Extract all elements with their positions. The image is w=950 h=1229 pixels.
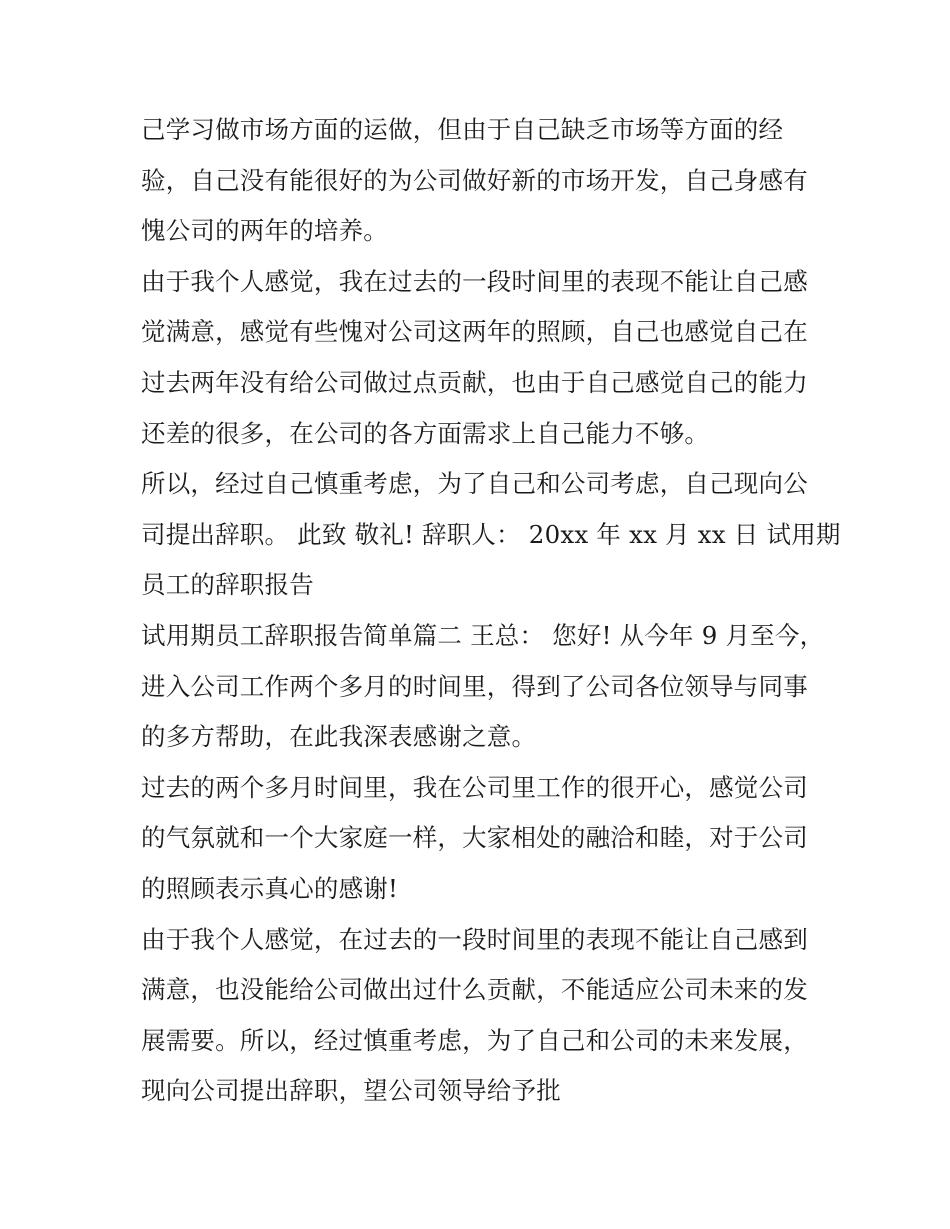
text-line: 的多方帮助，在此我深表感谢之意。 bbox=[141, 722, 537, 752]
text-line: 所以，经过自己慎重考虑，为了自己和公司考虑，自己现向公 bbox=[141, 469, 808, 499]
text-line: 还差的很多，在公司的各方面需求上自己能力不够。 bbox=[141, 418, 710, 448]
text-line: 己学习做市场方面的运做，但由于自己缺乏市场等方面的经 bbox=[141, 115, 784, 144]
text-line: 由于我个人感觉，我在过去的一段时间里的表现不能让自己感 bbox=[141, 266, 808, 296]
text-line: 满意，也没能给公司做出过什么贡献，不能适应公司未来的发 bbox=[141, 975, 808, 1005]
text-line: 员工的辞职报告 bbox=[141, 570, 314, 600]
text-line: 现向公司提出辞职，望公司领导给予批 bbox=[141, 1076, 561, 1106]
text-line: 进入公司工作两个多月的时间里，得到了公司各位领导与同事 bbox=[141, 671, 808, 701]
text-line: 试用期员工辞职报告简单篇二 王总： 您好! 从今年 9 月至今， bbox=[141, 620, 825, 650]
body-text bbox=[141, 105, 841, 1117]
text-line: 司提出辞职。 此致 敬礼! 辞职人： 20xx 年 xx 月 xx 日 试用期 bbox=[141, 519, 841, 549]
text-line: 过去两年没有给公司做过点贡献，也由于自己感觉自己的能力 bbox=[141, 367, 808, 397]
text-line: 的照顾表示真心的感谢! bbox=[141, 873, 399, 903]
text-line: 的气氛就和一个大家庭一样，大家相处的融洽和睦，对于公司 bbox=[141, 823, 808, 853]
text-line: 觉满意，感觉有些愧对公司这两年的照顾，自己也感觉自己在 bbox=[141, 317, 808, 347]
text-line: 展需要。所以，经过慎重考虑，为了自己和公司的未来发展， bbox=[141, 1025, 808, 1055]
text-line: 愧公司的两年的培养。 bbox=[141, 216, 388, 246]
text-line: 过去的两个多月时间里，我在公司里工作的很开心，感觉公司 bbox=[141, 772, 808, 802]
text-line: 验，自己没有能很好的为公司做好新的市场开发，自己身感有 bbox=[141, 165, 808, 195]
text-line: 由于我个人感觉，在过去的一段时间里的表现不能让自己感到 bbox=[141, 924, 808, 954]
